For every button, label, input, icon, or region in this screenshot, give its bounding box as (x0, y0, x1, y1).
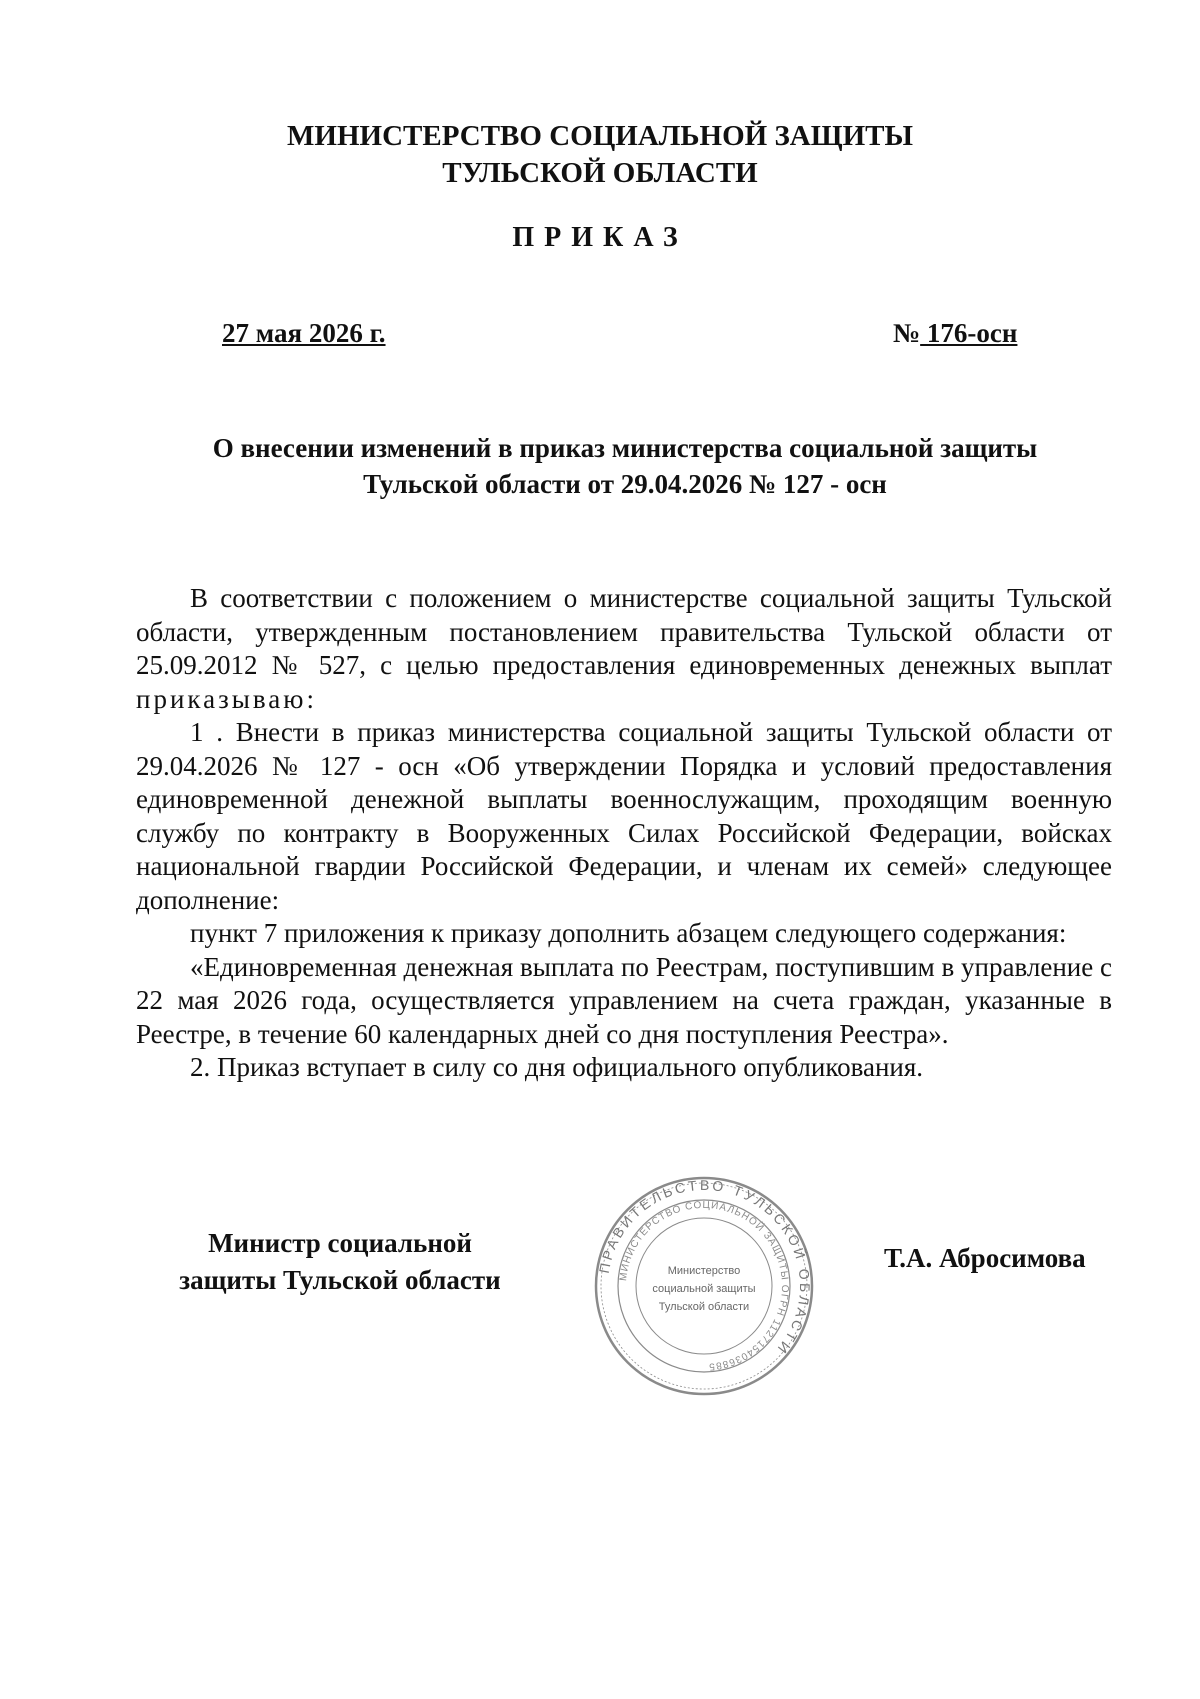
preamble-colon: : (306, 683, 314, 714)
item-1-paragraph: 1 . Внести в приказ министерства социальной защиты Тульской области от 29.04.2026 № 127 - осн «Об утверждении Порядка и условий предоставления единовременной денежной выплаты военнослужащим, проходящим военную службу по контракту в Вооруженных Силах Российской Федерации, войсках национальной гвардии Российской Федерации, и членам их семей» следующее дополнение: (136, 717, 1112, 915)
stamp-center-line-1: Министерство (667, 1265, 741, 1277)
official-seal-stamp (594, 1176, 814, 1396)
org-line-2: ТУЛЬСКОЙ ОБЛАСТИ (442, 157, 758, 189)
number-value: 176-осн (920, 318, 1018, 348)
subject-line-1: О внесении изменений в приказ министерства социальной защиты (212, 433, 1038, 463)
item-1-detail-paragraph: пункт 7 приложения к приказу дополнить абзацем следующего содержания: (190, 918, 1067, 948)
prikazyvayu-word: приказываю (136, 683, 307, 714)
stamp-outer-text: ПРАВИТЕЛЬСТВО ТУЛЬСКОЙ ОБЛАСТИ (595, 1176, 814, 1359)
stamp-center-line-2: социальной защиты (652, 1283, 756, 1295)
organization-header (0, 118, 1200, 192)
stamp-inner-ring-text: МИНИСТЕРСТВО СОЦИАЛЬНОЙ ЗАЩИТЫ ОГРН 1127154036885 (618, 1199, 791, 1372)
document-type: ПРИКАЗ (512, 222, 688, 253)
signatory-name: Т.А. Абросимова (884, 1243, 1086, 1273)
order-number (893, 318, 1017, 349)
signatory-title-line-2: защиты Тульской области (179, 1265, 501, 1295)
order-subject (150, 430, 1100, 502)
number-sign: № (893, 318, 921, 348)
order-body (136, 582, 1112, 1085)
item-2-paragraph: 2. Приказ вступает в силу со дня официального опубликования. (190, 1052, 924, 1082)
preamble-paragraph (136, 582, 1112, 716)
org-line-1: МИНИСТЕРСТВО СОЦИАЛЬНОЙ ЗАЩИТЫ (287, 120, 913, 152)
signatory-title-line-1: Министр социальной (208, 1228, 472, 1258)
order-date: 27 мая 2026 г. (222, 318, 386, 348)
signatory-title (155, 1225, 525, 1299)
subject-line-2: Тульской области от 29.04.2026 № 127 - осн (363, 469, 887, 499)
stamp-center-line-3: Тульской области (658, 1301, 750, 1313)
preamble-text: В соответствии с положением о министерстве социальной защиты Тульской области, утвержденным постановлением правительства Тульской области от 25.09.2012 № 527, с целью предоставления единовременных денежных выплат (136, 583, 1112, 680)
quoted-addition-paragraph: «Единовременная денежная выплата по Реестрам, поступившим в управление с 22 мая 2026 года, осуществляется управлением на счета граждан, указанные в Реестре, в течение 60 календарных дней со дня поступления Реестра». (136, 951, 1112, 1049)
